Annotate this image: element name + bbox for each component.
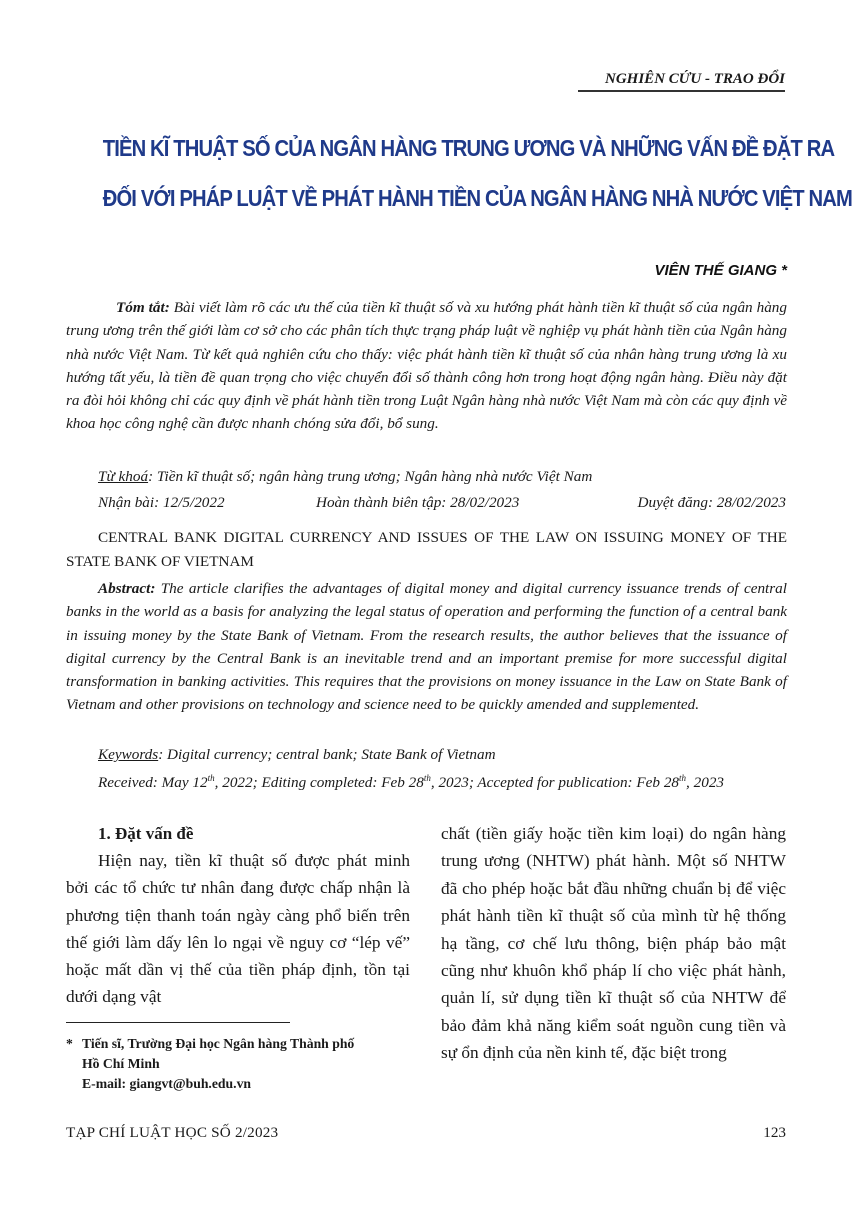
accepted-date-vi: Duyệt đăng: 28/02/2023 [637, 494, 786, 511]
abstract-en [66, 577, 787, 717]
summary-vi-label: Tóm tắt: [116, 299, 170, 316]
footnote-marker: * [66, 1036, 73, 1051]
article-title-line-2: ĐỐI VỚI PHÁP LUẬT VỀ PHÁT HÀNH TIỀN CỦA NGÂN HÀNG NHÀ NƯỚC VIỆT NAM [102, 185, 852, 211]
english-title: CENTRAL BANK DIGITAL CURRENCY AND ISSUES OF THE LAW ON ISSUING MONEY OF THE STATE BANK OF VIETNAM [66, 529, 787, 570]
edited-date-en-sup: th [423, 773, 431, 783]
keywords-vi-text: : Tiền kĩ thuật số; ngân hàng trung ương; Ngân hàng nhà nước Việt Nam [148, 468, 593, 485]
accepted-date-en-year: , 2023 [686, 774, 724, 792]
body-paragraph-left: Hiện nay, tiền kĩ thuật số được phát minh bởi các tổ chức tư nhân đang được chấp nhận là phương tiện thanh toán ngày càng phổ biến trên thế giới làm dấy lên lo ngại về nguy cơ “lép vế” hoặc mất dần vị thế của tiền pháp định, tồn tại dưới dạng vật [66, 851, 410, 1007]
page-number: 123 [763, 1124, 786, 1141]
received-date-vi: Nhận bài: 12/5/2022 [98, 494, 225, 511]
section-heading: 1. Đặt vấn đề [98, 824, 194, 843]
article-title [102, 123, 852, 223]
article-title-line-1: TIỀN KĨ THUẬT SỐ CỦA NGÂN HÀNG TRUNG ƯƠNG VÀ NHỮNG VẤN ĐỀ ĐẶT RA [102, 135, 835, 161]
footnote-divider [66, 1022, 290, 1023]
edited-date-en: , 2022; Editing completed: Feb 28 [214, 774, 424, 792]
section-tag: NGHIÊN CỨU - TRAO ĐỔI [605, 71, 785, 87]
section-tag-underline [578, 90, 785, 92]
summary-vi-text: Bài viết làm rõ các ưu thế của tiền kĩ thuật số và xu hướng phát hành tiền kĩ thuật số của ngân hàng trung ương trên thế giới làm cơ sở cho các phân tích thực trạng pháp luật về nghiệp vụ phát hành tiền của Ngân hàng nhà nước Việt Nam. Từ kết quả nghiên cứu cho thấy: việc phát hành tiền kĩ thuật số của nhân hàng trung ương là xu hướng tất yếu, là tiền đề quan trọng cho việc chuyển đổi số thành công hơn trong hoạt động ngân hàng. Điều này đặt ra đòi hỏi không chỉ các quy định về phát hành tiền trong Luật Ngân hàng nhà nước Việt Nam mà còn các quy định về khoa học công nghệ cần được nhanh chóng sửa đổi, bổ sung. [66, 299, 787, 433]
edited-date-vi: Hoàn thành biên tập: 28/02/2023 [316, 494, 520, 511]
footnote [66, 1034, 416, 1094]
abstract-en-text: The article clarifies the advantages of digital money and digital currency issuance trends of central banks in the world as a basis for analyzing the legal status of operation and performing the function of a central bank in issuing money by the State Bank of Vietnam. From the research results, the author believes that the issuance of digital currency by the Central Bank is an inevitable trend and an important premise for more successful digital transformation in banking activities. This requires that the provisions on money issuance in the Law on State Bank of Vietnam and other provisions on technology and science need to be quickly amended and supplemented. [66, 580, 787, 714]
body-paragraph-right: chất (tiền giấy hoặc tiền kim loại) do ngân hàng trung ương (NHTW) phát hành. Một số NHTW đã cho phép hoặc bắt đầu những chuẩn bị để việc phát hành tiền kĩ thuật số của mình từ hệ thống hạ tầng, cơ chế lưu thông, biện pháp bảo mật cũng như khuôn khổ pháp lí cho việc phát hành, quản lí, sử dụng tiền kĩ thuật số của NHTW để bảo đảm khả năng kiểm soát nguồn cung tiền và sự ổn định của nền kinh tế, đặc biệt trong [441, 824, 786, 1063]
abstract-en-label: Abstract: [98, 580, 156, 597]
footnote-affiliation: Tiến sĩ, Trường Đại học Ngân hàng Thành phố [82, 1036, 355, 1051]
keywords-vi [98, 468, 592, 486]
summary-vi [66, 296, 787, 436]
author-name: VIÊN THẾ GIANG * [654, 262, 787, 279]
footnote-email: E-mail: giangvt@buh.edu.vn [82, 1076, 252, 1091]
footnote-affiliation-city: Hồ Chí Minh [82, 1056, 160, 1071]
dates-en [98, 773, 786, 792]
journal-footer: TẠP CHÍ LUẬT HỌC SỐ 2/2023 [66, 1124, 279, 1141]
keywords-vi-label: Từ khoá [98, 468, 149, 485]
keywords-en-label: Keywords [98, 746, 159, 763]
received-date-en: Received: May 12 [98, 774, 208, 792]
accepted-date-en-sup: th [679, 773, 687, 783]
keywords-en [98, 746, 496, 764]
body-column-left [66, 820, 410, 1011]
received-date-en-sup: th [207, 773, 215, 783]
body-column-right [441, 820, 786, 1067]
keywords-en-text: : Digital currency; central bank; State Bank of Vietnam [158, 746, 496, 763]
accepted-date-en: , 2023; Accepted for publication: Feb 28 [430, 774, 680, 792]
